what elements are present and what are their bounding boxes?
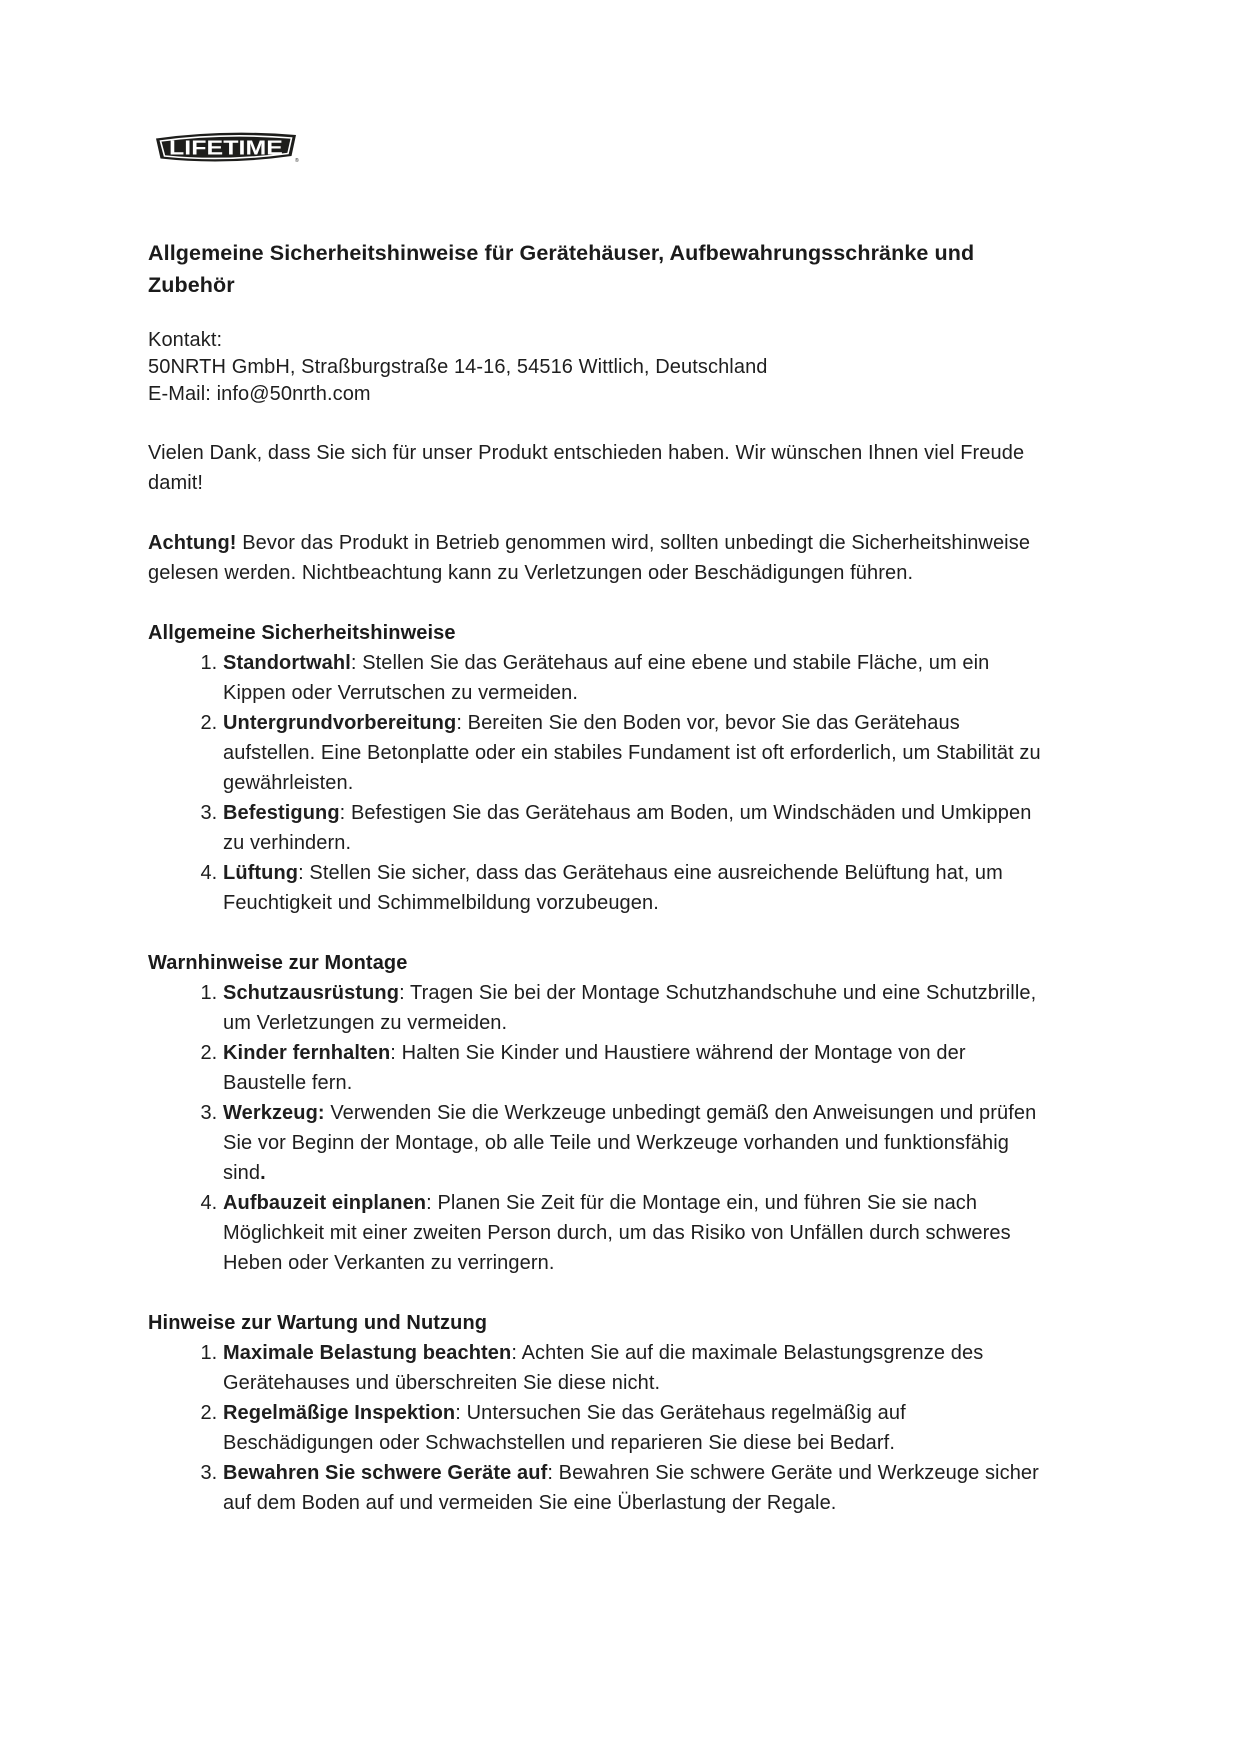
list-item-lead: Aufbauzeit einplanen (223, 1192, 427, 1214)
list-item-text: : Halten Sie Kinder und Haustiere während der Montage von der Baustelle fern. (223, 1042, 966, 1094)
list-item-text: : Bewahren Sie schwere Geräte und Werkzeuge sicher auf dem Boden auf und vermeiden Sie eine Überlastung der Regale. (223, 1462, 1039, 1514)
section-heading-general-safety: Allgemeine Sicherheitshinweise (148, 622, 456, 644)
list-item (223, 1338, 1054, 1398)
list-item-lead: Bewahren Sie schwere Geräte auf (223, 1462, 548, 1484)
section-heading-maintenance-usage: Hinweise zur Wartung und Nutzung (148, 1312, 488, 1334)
list-item (223, 1398, 1054, 1458)
lifetime-logo (151, 128, 301, 163)
warning-text: Bevor das Produkt in Betrieb genommen wird, sollten unbedingt die Sicherheitshinweise gelesen werden. Nichtbeachtung kann zu Verletzungen oder Beschädigungen führen. (148, 532, 1031, 584)
list-item-lead: Regelmäßige Inspektion (223, 1402, 456, 1424)
general-safety-list (148, 648, 1054, 918)
list-item-text: : Befestigen Sie das Gerätehaus am Boden, um Windschäden und Umkippen zu verhindern. (223, 802, 1032, 854)
section-heading-assembly-warnings: Warnhinweise zur Montage (148, 952, 408, 974)
list-item-text: Verwenden Sie die Werkzeuge unbedingt gemäß den Anweisungen und prüfen Sie vor Beginn der Montage, ob alle Teile und Werkzeuge vorhanden und funktionsfähig sind (223, 1102, 1037, 1184)
list-item-tail: . (260, 1162, 266, 1184)
list-item (223, 978, 1054, 1038)
list-item (223, 1458, 1054, 1518)
list-item (223, 858, 1054, 918)
list-item-text: : Planen Sie Zeit für die Montage ein, und führen Sie sie nach Möglichkeit mit einer zweiten Person durch, um das Risiko von Unfällen durch schweres Heben oder Verkanten zu verringern. (223, 1192, 1011, 1274)
list-item-text: : Untersuchen Sie das Gerätehaus regelmäßig auf Beschädigungen oder Schwachstellen und reparieren Sie diese bei Bedarf. (223, 1402, 906, 1454)
page-title: Allgemeine Sicherheitshinweise für Gerätehäuser, Aufbewahrungsschränke und Zubehör (148, 241, 975, 297)
warning-lead: Achtung! (148, 532, 237, 554)
list-item-text: : Stellen Sie sicher, dass das Gerätehaus eine ausreichende Belüftung hat, um Feuchtigkeit und Schimmelbildung vorzubeugen. (223, 862, 1003, 914)
contact-address: 50NRTH GmbH, Straßburgstraße 14-16, 54516 Wittlich, Deutschland (148, 356, 768, 378)
contact-block (148, 327, 1054, 408)
list-item (223, 1188, 1054, 1278)
contact-email: E-Mail: info@50nrth.com (148, 383, 371, 405)
intro-paragraph: Vielen Dank, dass Sie sich für unser Produkt entschieden haben. Wir wünschen Ihnen viel Freude damit! (148, 442, 1025, 494)
list-item-text: : Stellen Sie das Gerätehaus auf eine ebene und stabile Fläche, um ein Kippen oder Verrutschen zu vermeiden. (223, 652, 990, 704)
list-item-lead: Schutzausrüstung (223, 982, 400, 1004)
list-item-lead: Untergrundvorbereitung (223, 712, 457, 734)
registered-trademark-icon: ® (295, 158, 299, 163)
list-item-text: : Tragen Sie bei der Montage Schutzhandschuhe und eine Schutzbrille, um Verletzungen zu vermeiden. (223, 982, 1037, 1034)
lifetime-logo-text: LIFETIME (169, 137, 283, 160)
list-item (223, 648, 1054, 708)
list-item-text: : Achten Sie auf die maximale Belastungsgrenze des Gerätehauses und überschreiten Sie diese nicht. (223, 1342, 984, 1394)
list-item-lead: Kinder fernhalten (223, 1042, 391, 1064)
list-item-lead: Werkzeug: (223, 1102, 325, 1124)
list-item (223, 708, 1054, 798)
list-item-text: : Bereiten Sie den Boden vor, bevor Sie das Gerätehaus aufstellen. Eine Betonplatte oder ein stabiles Fundament ist oft erforderlich, um Stabilität zu gewährleisten. (223, 712, 1041, 794)
list-item-lead: Maximale Belastung beachten (223, 1342, 512, 1364)
list-item-lead: Standortwahl (223, 652, 351, 674)
list-item (223, 1038, 1054, 1098)
assembly-warnings-list (148, 978, 1054, 1278)
list-item-lead: Befestigung (223, 802, 340, 824)
lifetime-logo-badge (151, 128, 301, 163)
list-item (223, 1098, 1054, 1188)
document-content (148, 0, 1084, 1518)
warning-paragraph (148, 528, 1054, 588)
list-item (223, 798, 1054, 858)
contact-label: Kontakt: (148, 329, 223, 351)
list-item-lead: Lüftung (223, 862, 299, 884)
maintenance-usage-list (148, 1338, 1054, 1518)
